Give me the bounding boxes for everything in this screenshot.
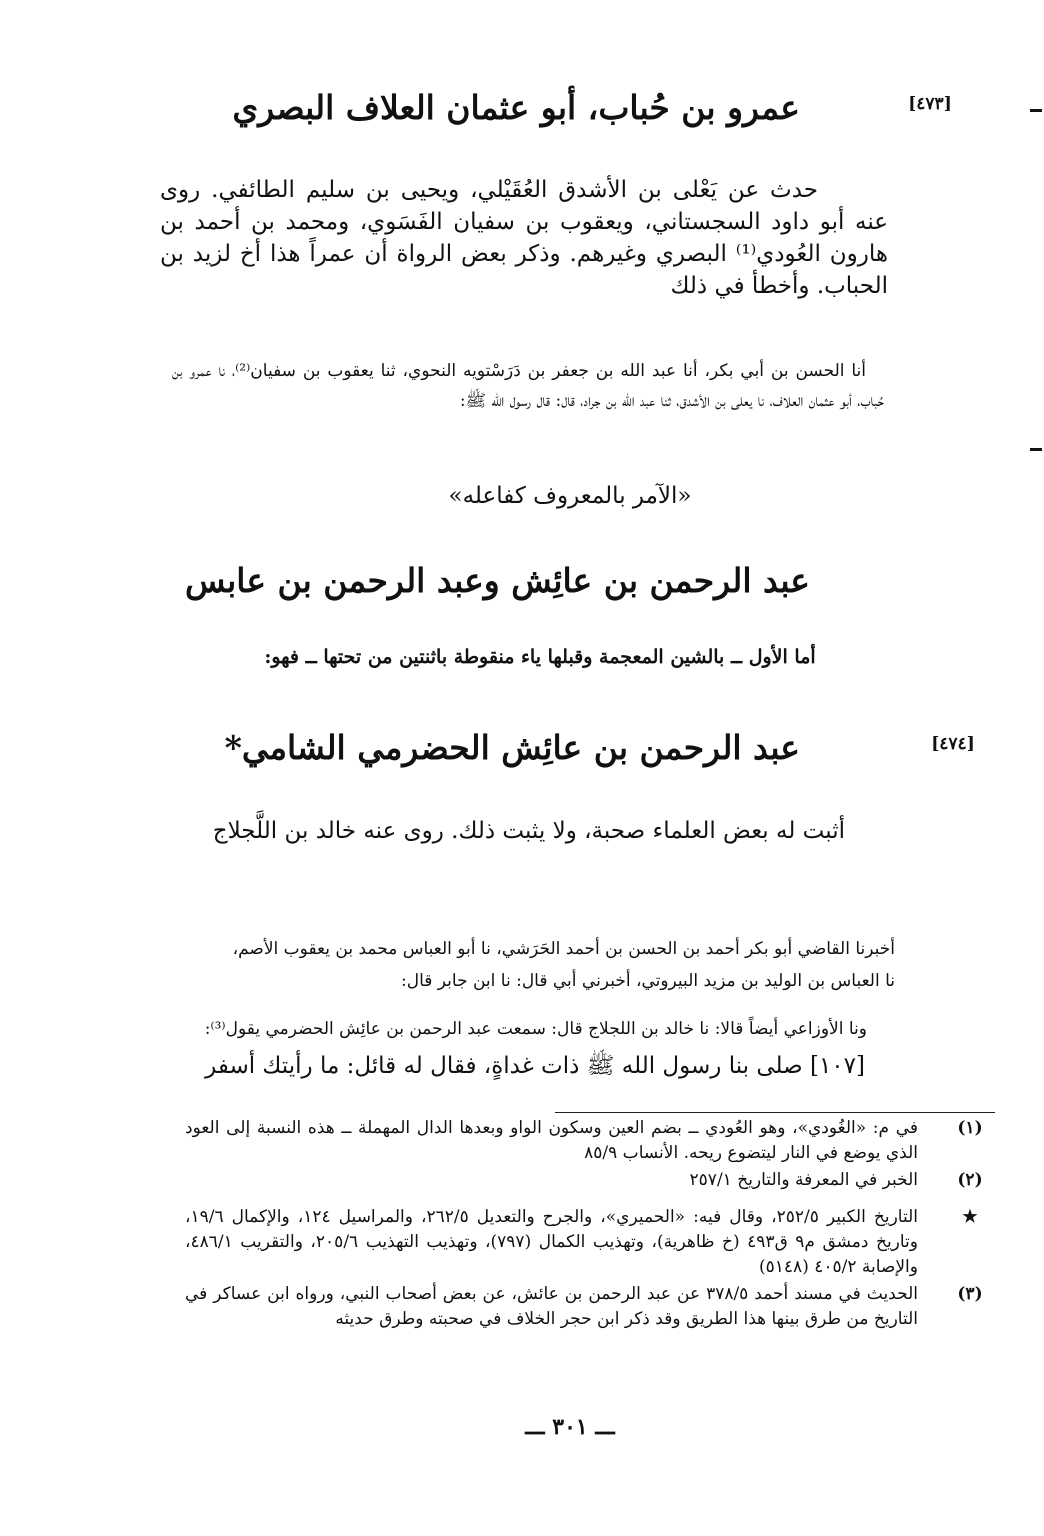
footnote-mark: (١) (957, 1118, 983, 1138)
entry-bio: أثبت له بعض العلماء صحبة، ولا يثبت ذلك. روى عنه خالد بن اللَّجلاج (212, 818, 845, 844)
footnote-mark: (٢) (957, 1170, 983, 1190)
isnad-line: أخبرنا القاضي أبو بكر أحمد بن الحسن بن أحمد الحَرَشي، نا أبو العباس محمد بن يعقوب الأصم، (232, 939, 895, 959)
section-heading: عبد الرحمن بن عائِش وعبد الرحمن بن عابس (185, 561, 810, 600)
footnotes (185, 1116, 990, 1332)
entry-title: عمرو بن حُباب، أبو عثمان العلاف البصري (232, 88, 800, 127)
page-number: ـــ ٣٠١ ـــ (525, 1414, 615, 1440)
footnote-text: التاريخ الكبير ٢٥٢/٥، وقال فيه: «الحميري»، والجرح والتعديل ٢٦٢/٥، والمراسيل ١٢٤، والإكمال ١٩/٦، وتاريخ دمشق م٩ ق٤٩٣ (خ ظاهرية)، وتهذيب الكمال (٧٩٧)، وتهذيب التهذيب ٢٠٥/٦، والتقريب ٤٨٦/١، والإصابة ٤٠٥/٢ (٥١٤٨) (185, 1207, 919, 1277)
section-note: أما الأول ــ بالشين المعجمة وقبلها ياء منقوطة باثنتين من تحتها ــ فهو: (264, 646, 816, 668)
footnote-mark: ★ (962, 1207, 978, 1227)
footnote-mark: (٣) (957, 1284, 983, 1304)
isnad-text: أنا الحسن بن أبي بكر، أنا عبد الله بن جعفر بن دَرَسْتويه النحوي، ثنا يعقوب بن سفيان⁽²⁾، نا عمرو بن حُباب، أبو عثمان العلاف، نا يعلى بن الأشدق، ثنا عبد الله بن جراد، قال: قال رسول الله ﷺ: (172, 361, 884, 411)
margin-mark (1030, 448, 1042, 451)
footnote (185, 1282, 990, 1332)
hadith-quote: «الآمر بالمعروف كفاعله» (448, 483, 692, 509)
hadith-line: [١٠٧] صلى بنا رسول الله ﷺ ذات غداةٍ، فقال له قائل: ما رأيتك أسفر (205, 1053, 865, 1079)
margin-mark (1030, 109, 1042, 112)
footnote-separator (555, 1112, 995, 1113)
isnad-line: ونا الأوزاعي أيضاً قالا: نا خالد بن اللجلاج قال: سمعت عبد الرحمن بن عائِش الحضرمي يقول⁽³⁾: (204, 1019, 867, 1039)
entry-title: عبد الرحمن بن عائِش الحضرمي الشامي* (224, 728, 800, 767)
footnote-text: الحديث في مسند أحمد ٣٧٨/٥ عن عبد الرحمن بن عائش، عن بعض أصحاب النبي، ورواه ابن عساكر في التاريخ من طرق بينها هذا الطريق وقد ذكر ابن حجر الخلاف في صحبته وطرق حديثه (185, 1284, 918, 1329)
entry-bio: حدث عن يَعْلى بن الأشدق العُقَيْلي، ويحيى بن سليم الطائفي. روى عنه أبو داود السجستاني، ويعقوب بن سفيان الفَسَوي، ومحمد بن أحمد بن هارون العُودي⁽¹⁾ البصري وغيرهم. وذكر بعض الرواة أن عمراً هذا أخ لزيد بن الحباب. وأخطأ في ذلك (160, 177, 888, 299)
footnote (185, 1205, 990, 1280)
entry-number: [٤٧٤] (931, 734, 975, 754)
footnote-text: في م: «الغُودي»، وهو العُودي ــ بضم العين وسكون الواو وبعدها الدال المهملة ــ هذه النسبة إلى العود الذي يوضع في النار ليتضوع ريحه. الأنساب ٨٥/٩ (185, 1118, 918, 1163)
footnote (185, 1116, 990, 1166)
isnad-line: نا العباس بن الوليد بن مزيد البيروتي، أخبرني أبي قال: نا ابن جابر قال: (400, 971, 895, 991)
entry-number: [٤٧٣] (908, 94, 952, 114)
footnote-text: الخبر في المعرفة والتاريخ ٢٥٧/١ (689, 1170, 918, 1190)
footnote (185, 1168, 990, 1193)
